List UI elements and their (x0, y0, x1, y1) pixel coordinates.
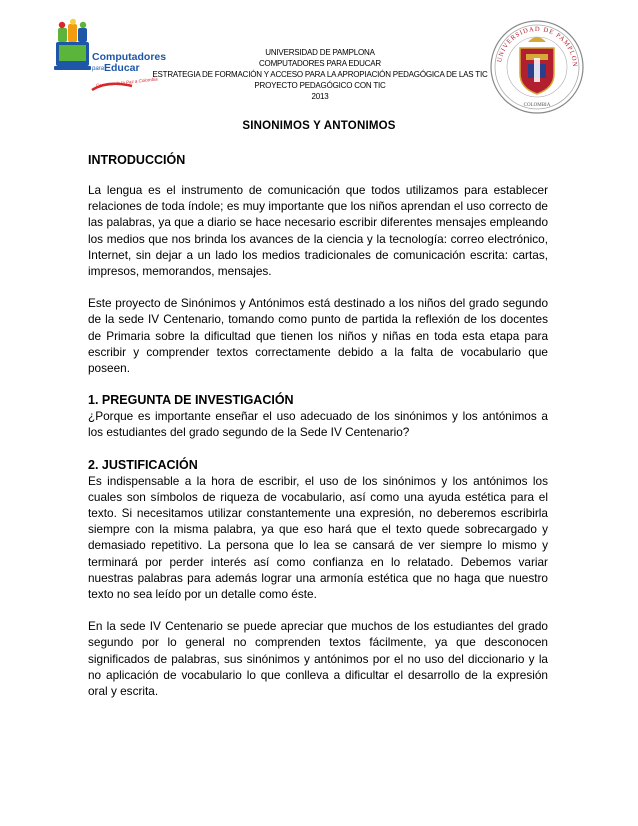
document-title: SINONIMOS Y ANTONIMOS (242, 120, 396, 132)
cpe-name-para: para (92, 66, 105, 72)
pregunta-paragraph: ¿Porque es importante enseñar el uso adecuado de los sinónimos y los antónimos a los estudiantes del grado segundo de la Sede IV Centenario? (88, 409, 548, 440)
header-line-program: COMPUTADORES PARA EDUCAR (258, 59, 382, 68)
document-body (88, 152, 548, 699)
cpe-slogan: Conectando la Paz a Colombia (95, 76, 158, 88)
header-line-year: 2013 (311, 92, 329, 101)
universidad-de-pamplona-seal (488, 18, 586, 116)
seal-graphic (488, 18, 586, 116)
justificacion-section (88, 457, 548, 700)
page-header (0, 0, 638, 112)
pregunta-heading: 1. PREGUNTA DE INVESTIGACIÓN (88, 393, 294, 408)
justificacion-paragraph-1: Es indispensable a la hora de escribir, el uso de los sinónimos y los antónimos los cuales son símbolos de riqueza de vocabulario, así como una ayuda estética para el texto. Si necesitamos utilizar constantemente una expresión, no deberemos escribirla siempre con la misma palabra, ya que eso hará que el texto quede sobrecargado y demasiado repetitivo. La persona que lo lea se cansará de ver siempre lo mismo y terminará por perder interés así como confianza en lo relatado. Debemos variar nuestras palabras para además lograr una armonía estética que no haga que nuestro texto no sea leído por un detalle como éste. (88, 473, 548, 602)
computadores-para-educar-logo (52, 20, 167, 100)
header-line-project: PROYECTO PEDAGÓGICO CON TIC (254, 81, 386, 90)
cpe-logo-graphic (52, 20, 167, 100)
cpe-name-educar: Educar (104, 62, 140, 74)
header-line-strategy: ESTRATEGIA DE FORMACIÓN Y ACCESO PARA LA APROPIACIÓN PEDAGÓGICA DE LAS TIC (152, 70, 488, 79)
introduccion-paragraph-2: Este proyecto de Sinónimos y Antónimos está destinado a los niños del grado segundo de la sede IV Centenario, tomando como punto de partida la reflexión de los docentes de Primaria sobre la dificultad que tienen los niños y niñas en toda esta etapa para escribir y comprender textos correctamente debido a la falta de vocabulario que poseen. (88, 296, 548, 376)
institution-header (140, 47, 500, 102)
pregunta-section (88, 392, 548, 440)
header-line-university: UNIVERSIDAD DE PAMPLONA (265, 48, 375, 57)
cpe-name-line1: Computadores (92, 51, 167, 63)
introduccion-paragraph-1: La lengua es el instrumento de comunicación que todos utilizamos para establecer relaciones de toda índole; es muy importante que los niños aprendan el uso correcto de las palabras, ya que a diario se hace necesario escribir diferentes mensajes empleando los medios que nos brinda los avances de la ciencia y la tecnología: correo electrónico, Internet, sin dejar a un lado los medios tradicionales de comunicación escrita: cartas, impresos, memorandos, mensajes. (88, 183, 548, 279)
seal-ring-text: UNIVERSIDAD DE PAMPLON (496, 25, 579, 68)
justificacion-heading: 2. JUSTIFICACIÓN (88, 457, 198, 472)
introduccion-section (88, 152, 548, 376)
introduccion-heading: INTRODUCCIÓN (88, 153, 186, 167)
seal-bottom-text: COLOMBIA (523, 103, 551, 108)
justificacion-paragraph-2: En la sede IV Centenario se puede apreciar que muchos de los estudiantes del grado segundo por lo general no comprenden textos fácilmente, ya que desconocen significados de palabras, sus sinónimos y antónimos por el no uso del diccionario y la no aplicación de vocabulario lo que conlleva a dificultar el desarrollo de la expresión oral y escrita. (88, 619, 548, 699)
